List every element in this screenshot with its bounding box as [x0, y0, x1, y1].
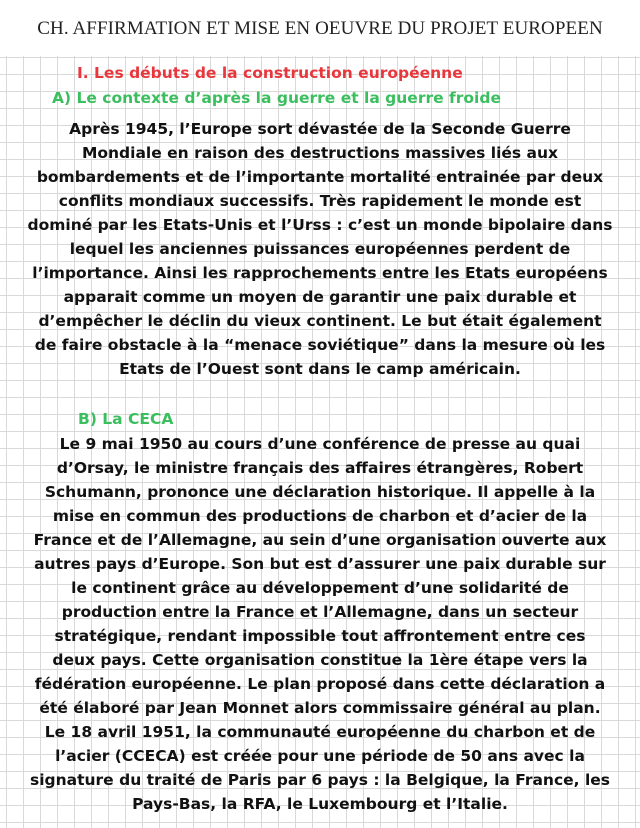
text-line: Pays-Bas, la RFA, le Luxembourg et l’Italie. [132, 795, 508, 813]
text-line: de faire obstacle à la “menace soviétique” dans la mesure où les [34, 336, 606, 354]
paragraph-context [20, 117, 620, 381]
text-line: été élaboré par Jean Monnet alors commissaire général au plan. [39, 699, 601, 717]
text-line: d’Orsay, le ministre français des affaires étrangères, Robert [56, 459, 584, 477]
text-line: bombardements et de l’importante mortalité entrainée par deux [36, 168, 604, 186]
text-line: apparait comme un moyen de garantir une paix durable et [63, 288, 577, 306]
text-line: Après 1945, l’Europe sort dévastée de la Seconde Guerre [69, 120, 571, 138]
text-line: Schumann, prononce une déclaration historique. Il appelle à la [44, 483, 596, 501]
text-line: deux pays. Cette organisation constitue la 1ère étape vers la [52, 651, 588, 669]
page-title: CH. AFFIRMATION ET MISE EN OEUVRE DU PROJET EUROPEEN [37, 18, 603, 39]
text-line: d’empêcher le déclin du vieux continent. Le but était également [38, 312, 602, 330]
text-line: lequel les anciennes puissances européennes perdent de [69, 240, 571, 258]
text-line: conflits mondiaux successifs. Très rapidement le monde est [58, 192, 582, 210]
text-line: l’importance. Ainsi les rapprochements entre les Etats européens [32, 264, 608, 282]
paragraph-ceca [20, 432, 620, 816]
text-line: signature du traité de Paris par 6 pays : la Belgique, la France, les [29, 771, 611, 789]
text-line: l’acier (CCECA) est créée pour une période de 50 ans avec la [55, 747, 585, 765]
text-line: Le 18 avril 1951, la communauté européenne du charbon et de [44, 723, 596, 741]
subsection-heading-b: B) La CECA [78, 410, 174, 428]
text-line: mise en commun des productions de charbon et d’acier de la [52, 507, 588, 525]
text-line: autres pays d’Europe. Son but est d’assurer une paix durable sur [34, 555, 606, 573]
section-heading-1: I. Les débuts de la construction européenne [77, 64, 463, 82]
text-line: fédération européenne. Le plan proposé dans cette déclaration a [34, 675, 606, 693]
text-line: stratégique, rendant impossible tout affrontement entre ces [54, 627, 586, 645]
subsection-heading-a: A) Le contexte d’après la guerre et la guerre froide [52, 89, 501, 107]
text-line: dominé par les Etats-Unis et l’Urss : c’est un monde bipolaire dans [27, 216, 613, 234]
text-line: Etats de l’Ouest sont dans le camp américain. [119, 360, 521, 378]
text-line: le continent grâce au développement d’une solidarité de [71, 579, 569, 597]
text-line: Mondiale en raison des destructions massives liés aux [81, 144, 559, 162]
text-line: Le 9 mai 1950 au cours d’une conférence de presse au quai [59, 435, 581, 453]
text-line: France et de l’Allemagne, au sein d’une organisation ouverte aux [33, 531, 607, 549]
text-line: production entre la France et l’Allemagne, dans un secteur [61, 603, 579, 621]
